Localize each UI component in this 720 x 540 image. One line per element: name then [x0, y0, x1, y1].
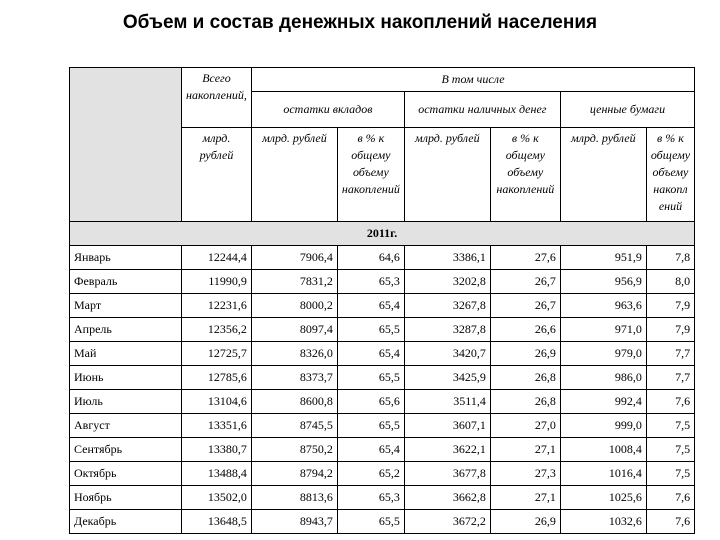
table-row — [70, 294, 695, 318]
securities-pct-cell: 7,5 — [646, 438, 694, 462]
deposits-pct-cell: 65,5 — [337, 414, 404, 438]
table-row — [70, 510, 695, 534]
deposits-pct-cell: 65,5 — [337, 318, 404, 342]
total-cell: 13380,7 — [182, 438, 252, 462]
deposits-cell: 8600,8 — [251, 390, 337, 414]
deposits-pct-cell: 65,4 — [337, 438, 404, 462]
header-cash: остатки наличных денег — [404, 92, 560, 128]
deposits-pct-cell: 64,6 — [337, 246, 404, 270]
securities-cell: 999,0 — [560, 414, 646, 438]
deposits-pct-cell: 65,4 — [337, 342, 404, 366]
deposits-cell: 8794,2 — [251, 462, 337, 486]
header-securities-bln: млрд. рублей — [560, 128, 646, 222]
total-cell: 13104,6 — [182, 390, 252, 414]
deposits-pct-cell: 65,3 — [337, 486, 404, 510]
header-corner-cell — [70, 68, 182, 222]
cash-cell: 3420,7 — [404, 342, 490, 366]
deposits-pct-cell: 65,4 — [337, 294, 404, 318]
securities-cell: 951,9 — [560, 246, 646, 270]
deposits-pct-cell: 65,2 — [337, 462, 404, 486]
securities-pct-cell: 7,6 — [646, 510, 694, 534]
deposits-cell: 8813,6 — [251, 486, 337, 510]
securities-cell: 963,6 — [560, 294, 646, 318]
month-cell: Ноябрь — [70, 486, 182, 510]
total-cell: 13648,5 — [182, 510, 252, 534]
month-cell: Октябрь — [70, 462, 182, 486]
deposits-cell: 8373,7 — [251, 366, 337, 390]
total-cell: 12785,6 — [182, 366, 252, 390]
header-securities-pct: в % к общему объему накопл ений — [646, 128, 694, 222]
total-cell: 12356,2 — [182, 318, 252, 342]
month-cell: Май — [70, 342, 182, 366]
securities-cell: 1025,6 — [560, 486, 646, 510]
cash-pct-cell: 27,3 — [490, 462, 560, 486]
header-deposits-pct: в % к общему объему накоплений — [337, 128, 404, 222]
securities-pct-cell: 7,6 — [646, 390, 694, 414]
securities-pct-cell: 7,8 — [646, 246, 694, 270]
table-row — [70, 438, 695, 462]
month-cell: Март — [70, 294, 182, 318]
cash-cell: 3677,8 — [404, 462, 490, 486]
securities-cell: 986,0 — [560, 366, 646, 390]
deposits-cell: 8943,7 — [251, 510, 337, 534]
header-total-unit: млрд. рублей — [182, 128, 252, 222]
header-including: В том числе — [251, 68, 694, 92]
cash-pct-cell: 26,9 — [490, 510, 560, 534]
cash-pct-cell: 26,6 — [490, 318, 560, 342]
table-row — [70, 486, 695, 510]
total-cell: 13502,0 — [182, 486, 252, 510]
deposits-pct-cell: 65,3 — [337, 270, 404, 294]
securities-pct-cell: 7,5 — [646, 462, 694, 486]
securities-pct-cell: 7,7 — [646, 366, 694, 390]
deposits-pct-cell: 65,5 — [337, 366, 404, 390]
table-row — [70, 342, 695, 366]
cash-pct-cell: 26,9 — [490, 342, 560, 366]
cash-cell: 3267,8 — [404, 294, 490, 318]
deposits-cell: 8750,2 — [251, 438, 337, 462]
deposits-cell: 8000,2 — [251, 294, 337, 318]
securities-cell: 992,4 — [560, 390, 646, 414]
table-row — [70, 390, 695, 414]
securities-pct-cell: 7,7 — [646, 342, 694, 366]
header-deposits: остатки вкладов — [251, 92, 404, 128]
deposits-cell: 7906,4 — [251, 246, 337, 270]
deposits-cell: 8326,0 — [251, 342, 337, 366]
deposits-pct-cell: 65,6 — [337, 390, 404, 414]
securities-cell: 971,0 — [560, 318, 646, 342]
header-deposits-bln: млрд. рублей — [251, 128, 337, 222]
cash-cell: 3202,8 — [404, 270, 490, 294]
deposits-pct-cell: 65,5 — [337, 510, 404, 534]
deposits-cell: 8745,5 — [251, 414, 337, 438]
table-row — [70, 414, 695, 438]
month-cell: Февраль — [70, 270, 182, 294]
header-cash-bln: млрд. рублей — [404, 128, 490, 222]
month-cell: Сентябрь — [70, 438, 182, 462]
cash-pct-cell: 26,8 — [490, 390, 560, 414]
month-cell: Июль — [70, 390, 182, 414]
month-cell: Апрель — [70, 318, 182, 342]
securities-cell: 1008,4 — [560, 438, 646, 462]
cash-cell: 3511,4 — [404, 390, 490, 414]
total-cell: 12231,6 — [182, 294, 252, 318]
cash-pct-cell: 26,7 — [490, 294, 560, 318]
table-row — [70, 462, 695, 486]
securities-cell: 979,0 — [560, 342, 646, 366]
header-cash-pct: в % к общему объему накоплений — [490, 128, 560, 222]
cash-cell: 3425,9 — [404, 366, 490, 390]
month-cell: Июнь — [70, 366, 182, 390]
cash-pct-cell: 27,1 — [490, 438, 560, 462]
savings-table — [69, 67, 695, 534]
securities-cell: 1032,6 — [560, 510, 646, 534]
cash-cell: 3672,2 — [404, 510, 490, 534]
cash-pct-cell: 26,8 — [490, 366, 560, 390]
deposits-cell: 7831,2 — [251, 270, 337, 294]
cash-pct-cell: 27,0 — [490, 414, 560, 438]
cash-cell: 3622,1 — [404, 438, 490, 462]
securities-cell: 956,9 — [560, 270, 646, 294]
year-label: 2011г. — [70, 222, 695, 246]
total-cell: 13488,4 — [182, 462, 252, 486]
month-cell: Январь — [70, 246, 182, 270]
table-row — [70, 366, 695, 390]
total-cell: 12244,4 — [182, 246, 252, 270]
securities-pct-cell: 8,0 — [646, 270, 694, 294]
cash-pct-cell: 26,7 — [490, 270, 560, 294]
table-row — [70, 246, 695, 270]
table-row — [70, 270, 695, 294]
page-title: Объем и состав денежных накоплений населения — [122, 12, 598, 33]
cash-cell: 3662,8 — [404, 486, 490, 510]
securities-cell: 1016,4 — [560, 462, 646, 486]
total-cell: 13351,6 — [182, 414, 252, 438]
securities-pct-cell: 7,6 — [646, 486, 694, 510]
header-total: Всего накоплений, — [182, 68, 252, 128]
securities-pct-cell: 7,9 — [646, 318, 694, 342]
month-cell: Август — [70, 414, 182, 438]
cash-pct-cell: 27,1 — [490, 486, 560, 510]
cash-pct-cell: 27,6 — [490, 246, 560, 270]
deposits-cell: 8097,4 — [251, 318, 337, 342]
cash-cell: 3287,8 — [404, 318, 490, 342]
month-cell: Декабрь — [70, 510, 182, 534]
securities-pct-cell: 7,5 — [646, 414, 694, 438]
table-row — [70, 318, 695, 342]
total-cell: 11990,9 — [182, 270, 252, 294]
securities-pct-cell: 7,9 — [646, 294, 694, 318]
total-cell: 12725,7 — [182, 342, 252, 366]
header-securities: ценные бумаги — [560, 92, 694, 128]
cash-cell: 3386,1 — [404, 246, 490, 270]
cash-cell: 3607,1 — [404, 414, 490, 438]
